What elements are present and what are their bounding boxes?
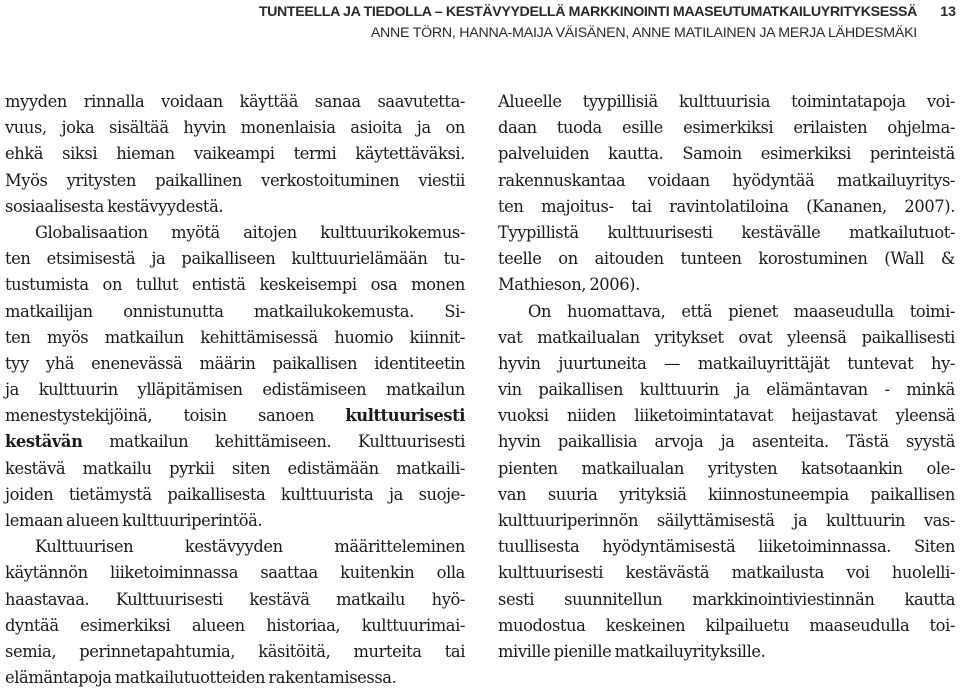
text-line: van suuria yrityksiä kiinnostuneempia paikallisen xyxy=(498,484,955,504)
text-line: miville pienille matkailuyrityksille. xyxy=(498,641,766,661)
text-line: elämäntapoja matkailutuotteiden rakentamisessa. xyxy=(5,668,397,688)
text-line: kulttuurisesti kestävästä matkailusta voi huolelli- xyxy=(498,563,955,583)
text-line: tyy yhä enenevässä määrin paikallisen identiteetin xyxy=(5,353,465,373)
text-line: Myös yritysten paikallinen verkostoituminen viestii xyxy=(5,170,465,190)
text-line: palveluiden kautta. Samoin esimerkiksi perinteistä xyxy=(498,144,955,164)
text-run: matkailun kehittämiseen. Kulttuurisesti xyxy=(82,432,465,452)
text-line: sosiaalisesta kestävyydestä. xyxy=(5,196,224,216)
author-line: ANNE TÖRN, HANNA-MAIJA VÄISÄNEN, ANNE MATILAINEN JA MERJA LÄHDESMÄKI xyxy=(370,25,917,41)
right-text-column xyxy=(498,89,955,665)
text-line: lemaan alueen kulttuuriperintöä. xyxy=(5,511,263,530)
text-line: muodostua keskeinen kilpailuetu maaseudulla toi- xyxy=(498,615,955,635)
text-line: hyvin juurtuneita — matkailuyrittäjät tuntevat hy- xyxy=(498,353,955,373)
text-line: kestävä matkailu pyrkii siten edistämään matkaili- xyxy=(5,458,465,478)
text-line: vuus, joka sisältää hyvin monenlaisia asioita ja on xyxy=(5,118,465,138)
text-line xyxy=(5,429,465,455)
text-line: kulttuuriperinnön säilyttämisestä ja kulttuurin vas- xyxy=(498,511,955,530)
text-line: rakennuskantaa voidaan hyödyntää matkailuyritys- xyxy=(498,170,955,190)
text-line: joiden tietämystä paikallisesta kulttuurista ja suoje- xyxy=(5,484,465,504)
text-line: myyden rinnalla voidaan käyttää sanaa saavutetta- xyxy=(5,92,465,111)
text-line: sesti suunnitellun markkinointiviestinnän kautta xyxy=(498,589,955,609)
text-line: tustumista on tullut entistä keskeisempi osa monen xyxy=(5,275,465,295)
text-line: ehkä siksi hieman vaikeampi termi käytettäväksi. xyxy=(5,144,465,164)
text-line: ten etsimisestä ja paikalliseen kulttuurielämään tu- xyxy=(5,249,465,269)
text-line: tuullisesta hyödyntämisestä liiketoiminnassa. Siten xyxy=(498,537,955,557)
running-title: TUNTEELLA JA TIEDOLLA – KESTÄVYYDELLÄ MARKKINOINTI MAASEUTUMATKAILUYRITYKSESSÄ xyxy=(258,4,917,20)
page-header xyxy=(0,0,960,50)
text-line: dyntää esimerkiksi alueen historiaa, kulttuurimai- xyxy=(5,615,465,635)
text-line: Mathieson, 2006). xyxy=(498,275,640,295)
text-line xyxy=(5,403,465,429)
text-line: ten myös matkailun kehittämisessä huomio kiinnit- xyxy=(5,327,465,347)
text-run: menestystekijöinä, toisin sanoen xyxy=(5,406,346,426)
text-line: semia, perinnetapahtumia, käsitöitä, murteita tai xyxy=(5,641,465,661)
text-line: ten majoitus- tai ravintolatiloina (Kananen, 2007). xyxy=(498,196,955,216)
text-line: haastavaa. Kulttuurisesti kestävä matkailu hyö- xyxy=(5,589,465,609)
text-line: Tyypillistä kulttuurisesti kestävälle matkailutuot- xyxy=(498,222,955,242)
text-line: pienten matkailualan yritysten katsotaankin ole- xyxy=(498,458,955,478)
text-line: On huomattava, että pienet maaseudulla toimi- xyxy=(528,301,955,321)
text-line: Kulttuurisen kestävyyden määritteleminen xyxy=(35,537,465,557)
text-line: käytännön liiketoiminnassa saattaa kuitenkin olla xyxy=(5,563,465,583)
text-line: hyvin paikallisia arvoja ja asenteita. Tästä syystä xyxy=(498,432,955,452)
text-line: vin paikallisen kulttuurin ja elämäntavan - minkä xyxy=(498,380,955,400)
text-line: vuoksi niiden liiketoimintatavat heijastavat yleensä xyxy=(498,406,955,426)
text-line: matkailijan onnistunutta matkailukokemusta. Si- xyxy=(5,301,465,321)
text-line: teelle on aitouden tunteen korostuminen (Wall & xyxy=(498,249,955,269)
text-line: daan tuoda esille esimerkiksi erilaisten ohjelma- xyxy=(498,118,955,138)
text-line: Globalisaation myötä aitojen kulttuurikokemus- xyxy=(35,222,465,242)
text-line: Alueelle tyypillisiä kulttuurisia toimintatapoja voi- xyxy=(498,92,955,111)
text-line: ja kulttuurin ylläpitämisen edistämiseen matkailun xyxy=(5,380,465,400)
page-number: 13 xyxy=(940,4,956,20)
left-text-column xyxy=(5,89,465,691)
emphasized-term: kulttuurisesti xyxy=(345,406,465,426)
emphasized-term: kestävän xyxy=(5,432,83,452)
text-line: vat matkailualan yritykset ovat yleensä paikallisesti xyxy=(498,327,955,347)
